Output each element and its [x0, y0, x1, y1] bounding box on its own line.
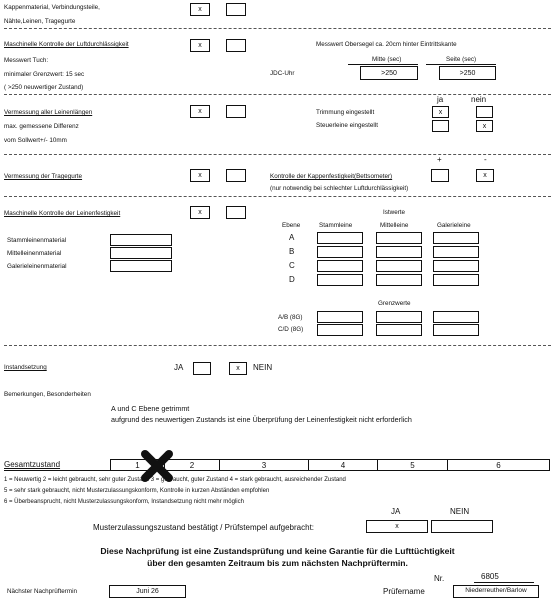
stammleinenmaterial-label: Stammleinenmaterial — [7, 237, 67, 244]
stamp-ja-header: JA — [391, 507, 401, 516]
stamp-nein-header: NEIN — [450, 507, 470, 516]
grenz-ab-stamm-field[interactable] — [317, 311, 363, 323]
grenz-cd-stamm-field[interactable] — [317, 324, 363, 336]
sec3-title: Vermessung aller Leinenlängen — [4, 109, 93, 116]
mittel-c-field[interactable] — [376, 260, 422, 272]
sec2-title: Maschinelle Kontrolle der Luftdurchlässigkeit — [4, 41, 129, 48]
sec2-note: ( >250 neuwertiger Zustand) — [4, 84, 84, 91]
sec4-checkbox-no[interactable] — [226, 169, 246, 182]
obersegel-label: Messwert Obersegel ca. 20cm hinter Eintrittskante — [316, 41, 457, 48]
instandsetzung-title: Instandsetzung — [4, 364, 47, 371]
mittel-a-field[interactable] — [376, 232, 422, 244]
stamp-nein-checkbox[interactable] — [431, 520, 493, 533]
minus-header: - — [484, 155, 487, 164]
steuerleine-label: Steuerleine eingestellt — [316, 122, 378, 129]
pruefername-label: Prüfername — [383, 587, 425, 596]
sec3-checkbox-yes[interactable]: x — [190, 105, 210, 118]
nr-label: Nr. — [434, 574, 445, 583]
messwert-tuch-label: Messwert Tuch: — [4, 57, 49, 64]
remarks-line1: A und C Ebene getrimmt — [111, 404, 190, 413]
scale-cell-1[interactable]: 1 — [110, 459, 165, 471]
steuerleine-nein-checkbox[interactable]: x — [476, 120, 493, 132]
scale-cell-6[interactable]: 6 — [448, 459, 550, 471]
row-label-d: D — [289, 275, 295, 284]
istwerte-label: Istwerte — [383, 209, 406, 216]
legend-line3: 6 = Überbeansprucht, nicht Musterzulassungskonform, Instandsetzung nicht mehr möglich — [4, 499, 244, 505]
trimmung-ja-checkbox[interactable]: x — [432, 106, 449, 118]
instandsetzung-ja-label: JA — [174, 363, 184, 372]
sec5-checkbox-no[interactable] — [226, 206, 246, 219]
sec1-checkbox-no[interactable] — [226, 3, 246, 16]
grenz-cd-mittel-field[interactable] — [376, 324, 422, 336]
next-date-field[interactable]: Juni 26 — [109, 585, 186, 598]
galerieleinenmaterial-label: Galerieleinenmaterial — [7, 263, 67, 270]
row-label-b: B — [289, 247, 295, 256]
kappen-plus-checkbox[interactable] — [431, 169, 449, 182]
stamm-c-field[interactable] — [317, 260, 363, 272]
plus-header: + — [437, 155, 442, 164]
disclaimer-line2: über den gesamten Zeitraum bis zum nächsten Nachprüftermin. — [147, 558, 408, 568]
sec4-checkbox-yes[interactable]: x — [190, 169, 210, 182]
instandsetzung-nein-checkbox[interactable]: x — [229, 362, 247, 375]
steuerleine-ja-checkbox[interactable] — [432, 120, 449, 132]
trimmung-nein-checkbox[interactable] — [476, 106, 493, 118]
galerie-a-field[interactable] — [433, 232, 479, 244]
scale-cell-3[interactable]: 3 — [220, 459, 309, 471]
sec2-checkbox-yes[interactable]: x — [190, 39, 210, 52]
galerie-d-field[interactable] — [433, 274, 479, 286]
jdc-uhr-label: JDC-Uhr — [270, 70, 295, 77]
remarks-label: Bemerkungen, Besonderheiten — [4, 391, 91, 398]
nein-header: nein — [471, 95, 487, 104]
nr-value: 6805 — [481, 572, 499, 581]
grenz-ab-mittel-field[interactable] — [376, 311, 422, 323]
sec5-checkbox-yes[interactable]: x — [190, 206, 210, 219]
sec1-line2: Nähte,Leinen, Tragegurte — [4, 18, 76, 25]
mittel-b-field[interactable] — [376, 246, 422, 258]
seite-value-field[interactable]: >250 — [439, 66, 496, 80]
mittelleinenmaterial-label: Mittelleinenmaterial — [7, 250, 62, 257]
kappen-minus-checkbox[interactable]: x — [476, 169, 494, 182]
stammleinenmaterial-field[interactable] — [110, 234, 172, 246]
next-date-label: Nächster Nachprüftermin — [7, 588, 77, 595]
sec2-checkbox-no[interactable] — [226, 39, 246, 52]
col-mittelleine: Mittelleine — [380, 222, 409, 229]
stamp-label: Musterzulassungszustand bestätigt / Prüfstempel aufgebracht: — [93, 523, 315, 532]
max-diff-label: max. gemessene Differenz — [4, 123, 79, 130]
remarks-line2: aufgrund des neuwertigen Zustands ist eine Überprüfung der Leinenfestigkeit nicht erforderlich — [111, 415, 412, 424]
stamm-d-field[interactable] — [317, 274, 363, 286]
pruefername-field[interactable]: Niederreuther/Barlow — [453, 585, 539, 598]
legend-line1: 1 = Neuwertig 2 = leicht gebraucht, sehr guter Zustand 3 = gebraucht, guter Zustand 4 = stark gebraucht, ausreichender Zustand — [4, 477, 346, 483]
mittel-d-field[interactable] — [376, 274, 422, 286]
ja-header: ja — [437, 95, 444, 104]
sec1-line1: Kappenmaterial, Verbindungsteile, — [4, 4, 100, 11]
disclaimer-line1: Diese Nachprüfung ist eine Zustandsprüfung und keine Garantie für die Lufttüchtigkeit — [100, 546, 455, 556]
scale-cell-4[interactable]: 4 — [309, 459, 378, 471]
sec4-title: Vermessung der Tragegurte — [4, 173, 83, 180]
col-stammleine: Stammleine — [319, 222, 353, 229]
mittelleinenmaterial-field[interactable] — [110, 247, 172, 259]
divider — [4, 28, 551, 29]
mitte-value-field[interactable]: >250 — [360, 66, 418, 80]
cd-label: C/D (8G) — [278, 326, 304, 333]
galerieleinenmaterial-field[interactable] — [110, 260, 172, 272]
trimmung-label: Trimmung eingestellt — [316, 109, 375, 116]
divider — [4, 196, 551, 197]
row-label-c: C — [289, 261, 295, 270]
ebene-label: Ebene — [282, 222, 301, 229]
divider — [4, 154, 551, 155]
galerie-b-field[interactable] — [433, 246, 479, 258]
instandsetzung-ja-checkbox[interactable] — [193, 362, 211, 375]
stamm-b-field[interactable] — [317, 246, 363, 258]
instandsetzung-nein-label: NEIN — [253, 363, 273, 372]
sec3-checkbox-no[interactable] — [226, 105, 246, 118]
scale-cell-5[interactable]: 5 — [378, 459, 448, 471]
kappenfestigkeit-title: Kontrolle der Kappenfestigkeit(Bettsometer) — [270, 173, 393, 180]
ab-label: A/B (8G) — [278, 314, 303, 321]
legend-line2: 5 = sehr stark gebraucht, nicht Musterzulassungskonform, Kontrolle in kurzen Abständen empfohlen — [4, 488, 270, 494]
sec5-title: Maschinelle Kontrolle der Leinenfestigkeit — [4, 210, 121, 217]
galerie-c-field[interactable] — [433, 260, 479, 272]
gesamtzustand-title: Gesamtzustand — [4, 460, 61, 469]
min-grenzwert-label: minimaler Grenzwert: 15 sec — [4, 71, 85, 78]
vom-sollwert-label: vom Sollwert+/- 10mm — [4, 137, 67, 144]
col-mitte-header: Mitte (sec) — [372, 56, 402, 63]
divider — [4, 345, 551, 346]
grenz-ab-galerie-field[interactable] — [433, 311, 479, 323]
col-galerieleine: Galerieleine — [437, 222, 471, 229]
kappenfestigkeit-note: (nur notwendig bei schlechter Luftdurchlässigkeit) — [270, 185, 409, 192]
row-label-a: A — [289, 233, 295, 242]
grenzwerte-label: Grenzwerte — [378, 300, 411, 307]
scale-cell-2[interactable]: 2 — [165, 459, 220, 471]
col-seite-header: Seite (sec) — [446, 56, 477, 63]
divider — [4, 94, 551, 95]
stamp-ja-checkbox[interactable]: x — [366, 520, 428, 533]
sec1-checkbox-yes[interactable]: x — [190, 3, 210, 16]
grenz-cd-galerie-field[interactable] — [433, 324, 479, 336]
stamm-a-field[interactable] — [317, 232, 363, 244]
